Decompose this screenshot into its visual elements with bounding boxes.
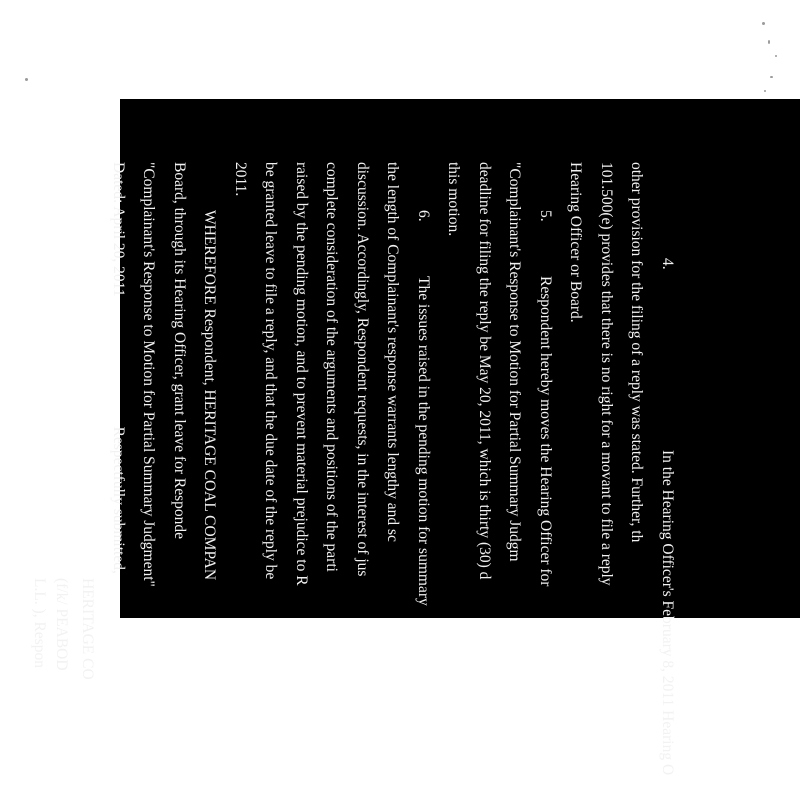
para5-line-4: this motion. <box>445 162 463 237</box>
para4-line-4: Hearing Officer or Board. <box>567 162 585 323</box>
wherefore-line-1: WHEREFORE Respondent, HERITAGE COAL COMPAN <box>201 210 219 581</box>
para4-line-1 <box>652 162 683 802</box>
para4-number: 4. <box>659 258 676 270</box>
para6-line-6: be granted leave to file a reply, and that the due date of the reply be <box>262 162 280 580</box>
scan-speck <box>762 22 765 25</box>
scan-speck <box>775 55 777 57</box>
para6-line-2: the length of Complainant's response warrants lengthy and sc <box>384 162 402 542</box>
para4-line-2: other provision for the filing of a reply was stated. Further, th <box>628 162 646 543</box>
dated-text: Dated: April 20, 2011 <box>110 162 127 297</box>
para4-line-3: 101.500(e) provides that there is no right for a movant to file a reply <box>598 162 615 586</box>
para5-line-1 <box>530 162 561 802</box>
para6-line-3: discussion. Accordingly, Respondent requests, in the interest of jus <box>354 162 371 577</box>
document-text-rotated <box>28 162 682 802</box>
para4-text-1: In the Hearing Officer's February 8, 2011 Hearing O <box>659 450 676 776</box>
signature-line-2 <box>50 162 72 802</box>
para5-line-3: deadline for filing the reply be May 20, 2011, which is thirty (30) d <box>476 162 493 580</box>
wherefore-line-2: Board, through its Hearing Officer, grant leave for Responde <box>171 162 188 540</box>
para6-line-5: raised by the pending motion, and to prevent material prejudice to R <box>293 162 310 586</box>
para5-text-1: Respondent hereby moves the Hearing Officer for <box>537 276 554 587</box>
signature-text-1: HERITAGE CO <box>79 578 97 680</box>
wherefore-line-3: "Complainant's Response to Motion for Partial Summary Judgment" <box>140 162 158 587</box>
dated-line <box>103 162 134 802</box>
scanned-page <box>31 99 800 776</box>
signature-line-3 <box>28 162 50 802</box>
scan-speck <box>768 40 770 44</box>
para6-line-7: 2011. <box>232 162 249 197</box>
scan-speck <box>764 90 766 92</box>
signature-text-2: (f/k/ PEABOD <box>53 578 70 671</box>
signature-closing: Respectfully submitted, <box>110 426 127 574</box>
para6-line-1 <box>408 162 439 802</box>
para5-line-2: "Complainant's Response to Motion for Partial Summary Judgm <box>506 162 524 562</box>
scan-speck <box>770 76 773 78</box>
para6-number: 6. <box>415 210 432 222</box>
signature-line-1 <box>72 162 103 802</box>
para6-text-1: The issues raised in the pending motion for summary <box>415 276 432 606</box>
para6-line-4: complete consideration of the arguments and positions of the parti <box>323 162 341 572</box>
signature-text-3: L.L. ), Respon <box>31 578 48 668</box>
scan-speck <box>25 78 28 81</box>
para5-number: 5. <box>537 210 554 222</box>
